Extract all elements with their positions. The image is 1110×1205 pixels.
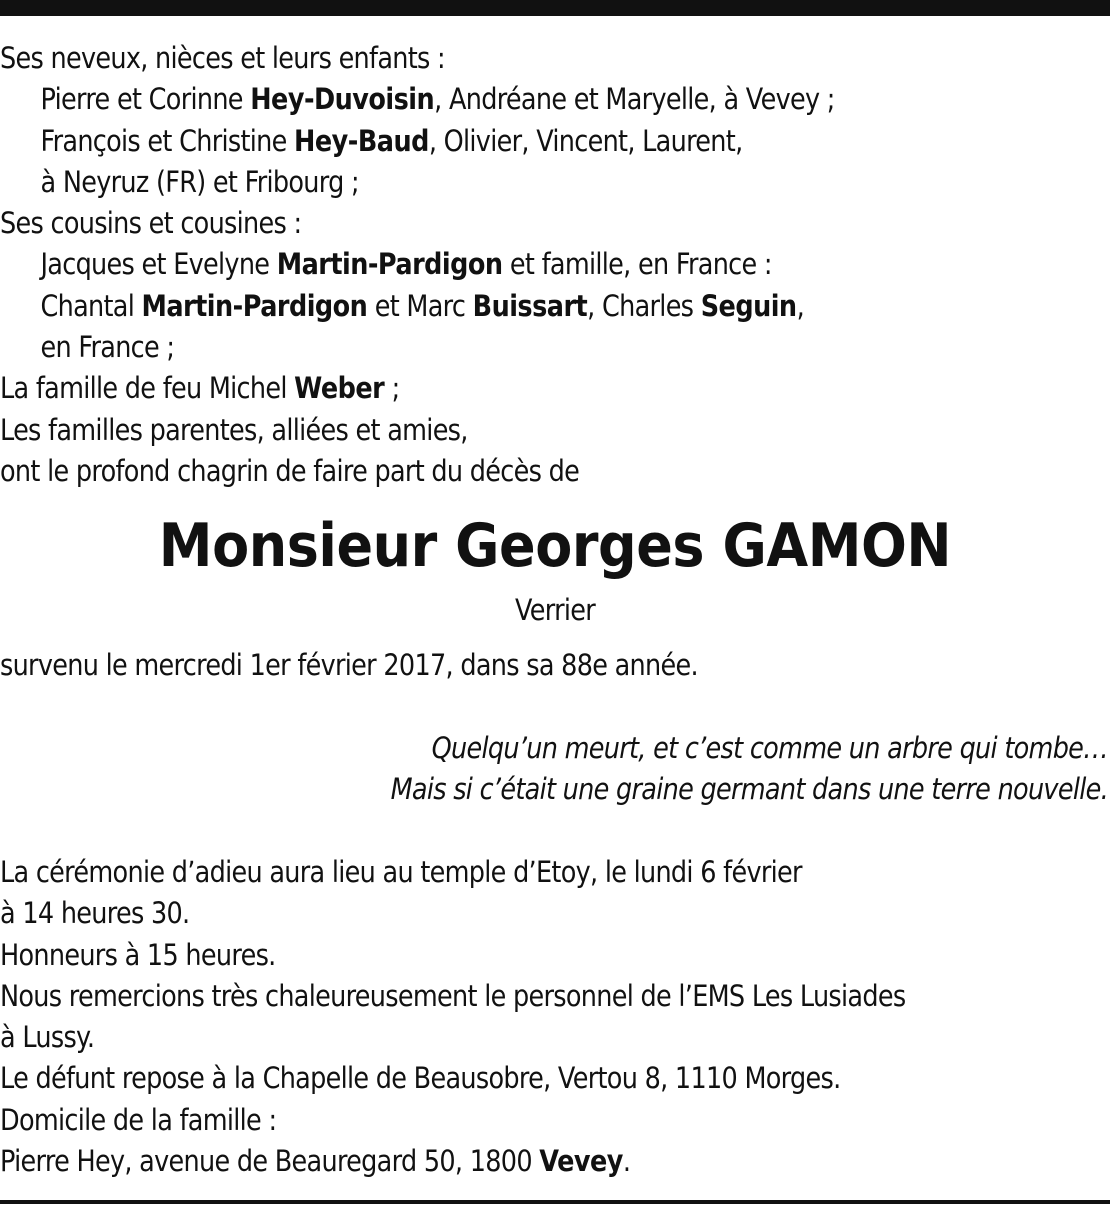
text-line	[0, 451, 977, 492]
family-intro	[0, 38, 977, 492]
text-line	[0, 410, 977, 451]
deceased-profession: Verrier	[514, 593, 596, 627]
bold-name: Buissart	[472, 288, 588, 323]
text-run: La famille de feu Michel	[0, 371, 295, 406]
text-run: Chantal	[40, 288, 142, 323]
text-line	[0, 935, 977, 976]
text-run: ;	[384, 371, 400, 406]
text-run: , Andréane et Maryelle, à Vevey ;	[434, 82, 835, 117]
text-line	[0, 645, 977, 686]
text-run: à 14 heures 30.	[0, 896, 190, 931]
date-of-death	[0, 645, 977, 686]
text-run: en France ;	[40, 330, 175, 365]
text-run: Nous remercions très chaleureusement le personnel de l’EMS Les Lusiades	[0, 978, 906, 1013]
deceased-name: Monsieur Georges GAMON	[158, 511, 952, 581]
quote-line: Quelqu’un meurt, et c’est comme un arbre qui tombe…	[431, 731, 1108, 765]
top-rule	[0, 0, 1110, 16]
text-run: La cérémonie d’adieu aura lieu au temple d’Etoy, le lundi 6 février	[0, 855, 802, 889]
bold-name: Martin-Pardigon	[276, 247, 503, 282]
text-line	[0, 1058, 977, 1099]
text-line	[0, 893, 977, 934]
text-line	[0, 162, 977, 203]
bold-name: Weber	[294, 371, 385, 406]
text-run: et famille, en France :	[502, 247, 772, 282]
text-run: Le défunt repose à la Chapelle de Beausobre, Vertou 8, 1110 Morges.	[0, 1061, 841, 1096]
text-run: Pierre Hey, avenue de Beauregard 50, 1800	[0, 1144, 540, 1179]
text-run: ,	[796, 288, 804, 323]
text-run: Jacques et Evelyne	[40, 247, 277, 282]
bold-name: Hey-Duvoisin	[250, 82, 435, 117]
text-line	[0, 286, 977, 327]
text-line	[0, 121, 977, 162]
bold-name: Martin-Pardigon	[141, 288, 368, 323]
quote-line: Mais si c’était une graine germant dans une terre nouvelle.	[390, 772, 1109, 806]
bold-name: Hey-Baud	[294, 123, 429, 158]
text-run: et Marc	[367, 288, 473, 323]
text-run: Ses cousins et cousines :	[0, 206, 302, 241]
memorial-quote	[52, 728, 1108, 810]
text-line	[0, 976, 977, 1017]
text-line	[0, 244, 977, 285]
text-line	[0, 852, 977, 893]
text-run: Honneurs à 15 heures.	[0, 937, 276, 972]
text-run: , Olivier, Vincent, Laurent,	[428, 123, 743, 158]
text-run: survenu le mercredi 1er février 2017, dans sa 88e année.	[0, 648, 698, 682]
text-run: , Charles	[587, 288, 701, 323]
bottom-rule	[0, 1200, 1110, 1204]
text-run: Domicile de la famille :	[0, 1102, 277, 1137]
text-line	[0, 79, 977, 120]
text-run: Ses neveux, nièces et leurs enfants :	[0, 41, 445, 75]
text-run: Les familles parentes, alliées et amies,	[0, 412, 468, 447]
text-line	[0, 1100, 977, 1141]
text-line	[0, 203, 977, 244]
bold-name: Vevey	[539, 1144, 623, 1179]
text-line	[0, 368, 977, 409]
text-line	[0, 1017, 977, 1058]
text-run: à Neyruz (FR) et Fribourg ;	[40, 164, 359, 199]
text-line	[0, 1141, 977, 1182]
text-run: François et Christine	[40, 123, 295, 158]
text-line	[0, 327, 977, 368]
text-run: Pierre et Corinne	[40, 82, 251, 117]
bold-name: Seguin	[700, 288, 797, 323]
text-line	[0, 38, 977, 79]
text-run: .	[622, 1144, 631, 1179]
text-run: ont le profond chagrin de faire part du décès de	[0, 453, 580, 488]
text-run: à Lussy.	[0, 1020, 95, 1055]
ceremony-details	[0, 852, 977, 1182]
